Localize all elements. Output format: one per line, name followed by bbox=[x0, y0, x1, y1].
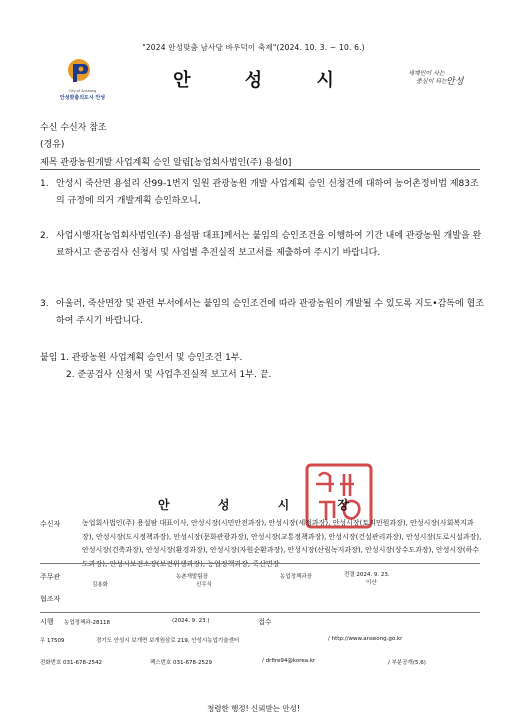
logo-caption: City of Anseong bbox=[68, 89, 97, 93]
exec-number: 농업정책과-28118 bbox=[64, 620, 111, 626]
sender-name: 안 성 시 장 bbox=[158, 498, 371, 512]
paragraph-number: 2. bbox=[40, 231, 49, 241]
footer-divider bbox=[40, 563, 480, 564]
body-paragraph-2 bbox=[40, 228, 485, 262]
homepage-link[interactable]: / http://www.anseong.go.kr bbox=[328, 636, 403, 642]
drafter-label: 주무관 bbox=[40, 573, 61, 581]
paragraph-number: 1. bbox=[40, 179, 49, 189]
exec-label: 시행 bbox=[40, 618, 54, 626]
decision-date: 전결 2024. 9. 23. bbox=[344, 572, 390, 578]
header-slogan: "2024 안성맞춤 남사당 바우덕이 축제"(2024. 10. 3. ~ 10. 6.) bbox=[142, 43, 365, 52]
drafter-name: 김용화 bbox=[92, 582, 108, 588]
exec-date: (2024. 9. 23.) bbox=[172, 618, 210, 624]
via-line: (경유) bbox=[40, 140, 65, 150]
mid-approver-title: 농촌개발팀장 bbox=[176, 574, 208, 580]
org-title: 안 성 시 bbox=[173, 70, 358, 91]
bottom-slogan: 청렴한 행정! 신뢰받는 안성! bbox=[207, 704, 300, 713]
cooperator-label: 협조자 bbox=[40, 595, 61, 603]
body-paragraph-3 bbox=[40, 296, 485, 330]
receivers-label: 수신자 bbox=[40, 520, 61, 528]
postal-code: 우 17509 bbox=[40, 638, 65, 644]
paragraph-text: 안성시 죽산면 용설리 산99-1번지 일원 관광농원 개발 사업계획 승인 신청건에 대하여 농어촌정비법 제83조의 규정에 의거 개발계획 승인하오니, bbox=[56, 179, 479, 206]
slogan-logo-line1: 세계인이 사는 bbox=[408, 70, 445, 77]
final-approver-title: 농업정책과장 bbox=[280, 574, 312, 580]
slogan-logo-line2: 중심이 되는 bbox=[416, 78, 447, 85]
subject-divider bbox=[40, 169, 480, 170]
disclosure-status: / 부분공개(5,6) bbox=[388, 660, 426, 666]
logo-city-name: 안성맞춤의도시 안성 bbox=[59, 95, 106, 101]
paragraph-text: 아울러, 죽산면장 및 관련 부서에서는 붙임의 승인조건에 따라 관광농원이 개발될 수 있도록 지도•감독에 협조하여 주시기 바랍니다. bbox=[56, 299, 484, 326]
attachment-2: 2. 준공검사 신청서 및 사업추진실적 보고서 1부. 끝. bbox=[66, 370, 272, 380]
subject-line: 제목 관광농원개발 사업계획 승인 알림[농업회사법인(주) 용설0] bbox=[40, 158, 292, 168]
slogan-logo-city: 안성 bbox=[446, 77, 464, 87]
city-slogan-logo bbox=[408, 68, 480, 92]
footer-divider bbox=[40, 612, 480, 613]
attachment-1: 붙임 1. 관광농원 사업계획 승인서 및 승인조건 1부. bbox=[40, 353, 243, 363]
office-address: 경기도 안성시 보개면 보개원삼로 219, 안성시농업기술센터 bbox=[96, 638, 240, 644]
paragraph-text: 사업시행자[농업회사법인(주) 용설팜 대표]께서는 붙임의 승인조건을 이행하여 기간 내에 관광농원 개발을 완료하시고 준공검사 신청서 및 사업별 추진실적 보고서를 제출하여 주시기 바랍니다. bbox=[56, 231, 482, 258]
email-link[interactable]: / drfire94@korea.kr bbox=[262, 658, 316, 664]
body-paragraph-1 bbox=[40, 176, 485, 210]
fax-number: 팩스번호 031-678-2529 bbox=[150, 660, 212, 666]
recipient-line: 수신 수신자 참조 bbox=[40, 123, 107, 133]
receipt-label: 접수 bbox=[258, 618, 272, 626]
final-approver-name: 이산 bbox=[366, 580, 377, 586]
phone-number: 전화번호 031-678-2542 bbox=[40, 660, 102, 666]
receivers-list: 농업회사법인(주) 용설팜 대표이사, 안성시장(시민안전과장), 안성시장(세정과장), 안성시장(토지민원과장), 안성시장(사회복지과장), 안성시장(도시정책과장), 안성시장(문화관광과장), 안성시장(교통정책과장), 안성시장(건설관리과장), 안성시장(도로시설과장), 안성시장(건축과장), 안성시장(환경과장), 안성시장(자원순환과장), 안성시장(산림녹지과장), 안성시장(상수도과장), 안성시장(하수도과장), 안성시보건소장(보건위생과장), 농업정책과장, 죽산면장 bbox=[82, 519, 482, 568]
paragraph-number: 3. bbox=[40, 299, 49, 309]
mid-approver-name: 신우식 bbox=[196, 582, 212, 588]
